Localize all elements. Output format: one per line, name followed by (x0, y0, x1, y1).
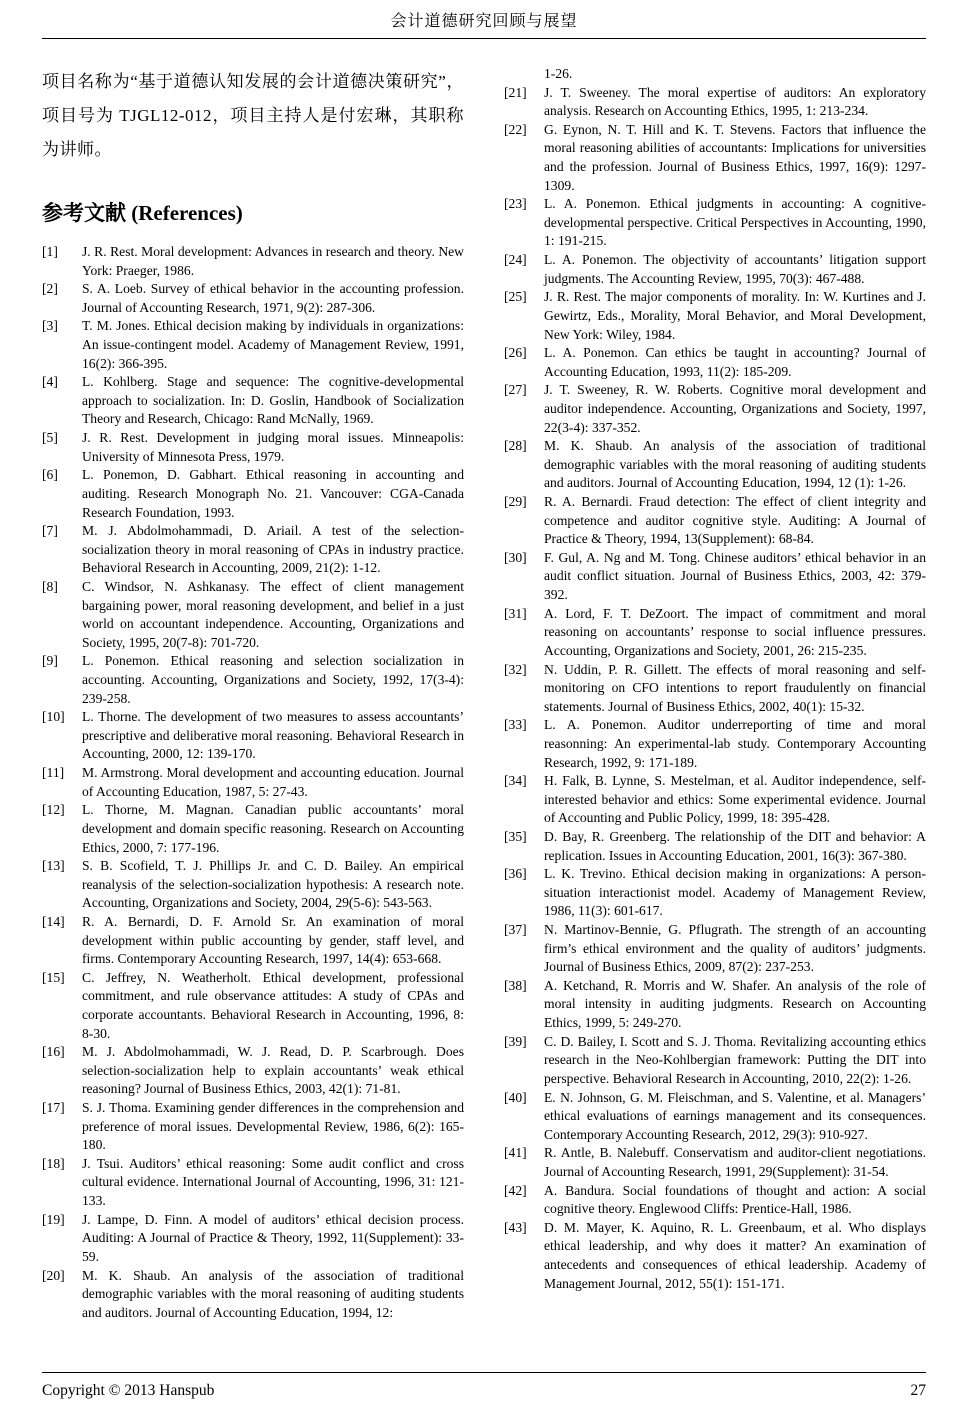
references-list-right (504, 84, 926, 1294)
reference-item (504, 288, 926, 344)
reference-number: [29] (504, 494, 527, 510)
reference-item (504, 661, 926, 717)
reference-item (504, 1144, 926, 1181)
reference-number: [38] (504, 977, 527, 993)
reference-number: [1] (42, 244, 58, 259)
reference-text: D. M. Mayer, K. Aquino, R. L. Greenbaum, et al. Who displays ethical leadership, and why does it matter? An examination of antecedents and consequences of ethical leadership. Academy of Management Journal, 2012, 55(1): 151-171. (544, 1219, 926, 1291)
reference-text: L. A. Ponemon. Can ethics be taught in accounting? Journal of Accounting Education, 1993, 11(2): 185-209. (544, 345, 926, 379)
reference-text: T. M. Jones. Ethical decision making by individuals in organizations: An issue-contingent model. Academy of Management Review, 1991, 16(2): 366-395. (82, 318, 464, 371)
reference-item (504, 121, 926, 195)
reference-text: M. K. Shaub. An analysis of the association of traditional demographic variables with the moral reasoning of auditing students and auditors. Journal of Accounting Education, 1994, 12: (82, 1267, 464, 1320)
reference-item (42, 913, 464, 969)
left-column (42, 65, 464, 1322)
reference-number: [8] (42, 578, 58, 594)
reference-text: H. Falk, B. Lynne, S. Mestelman, et al. Auditor independence, self-interested behavior and ethics: Some experimental evidence. Journal of Accounting and Public Policy, 1999, 18: 395-428. (544, 773, 926, 826)
reference-number: [3] (42, 318, 58, 334)
reference-text: G. Eynon, N. T. Hill and K. T. Stevens. Factors that influence the moral reasoning abilities of accountants: Implications for universities and the profession. Journal of Business Ethics, 1997, 16(9): 1297-1309. (544, 121, 926, 193)
reference-item (504, 251, 926, 288)
reference-item (504, 1033, 926, 1089)
reference-item (42, 522, 464, 578)
reference-item (42, 243, 464, 280)
reference-text: D. Bay, R. Greenberg. The relationship of the DIT and behavior: A replication. Issues in Accounting Education, 2001, 16(3): 367-380. (544, 828, 926, 863)
reference-text: A. Bandura. Social foundations of thought and action: A social cognitive theory. Englewood Cliffs: Prentice-Hall, 1986. (544, 1182, 926, 1217)
reference-text: A. Ketchand, R. Morris and W. Shafer. An analysis of the role of moral intensity in auditing judgments. Research on Accounting Ethics, 1999, 5: 249-270. (544, 977, 926, 1031)
reference-item (504, 977, 926, 1033)
reference-number: [36] (504, 866, 527, 882)
reference-text: J. T. Sweeney, R. W. Roberts. Cognitive moral development and auditor independence. Accounting, Organizations and Society, 1997, 22(3-4): 337-352. (544, 382, 926, 435)
page-footer (42, 1372, 926, 1400)
reference-number: [41] (504, 1145, 527, 1161)
references-heading: 参考文献 (References) (42, 201, 243, 225)
reference-number: [2] (42, 281, 58, 297)
reference-item (42, 1155, 464, 1211)
reference-item (504, 1182, 926, 1219)
reference-text: N. Uddin, P. R. Gillett. The effects of moral reasoning and self-monitoring on CFO intentions to report fraudulently on financial statements. Journal of Business Ethics, 2002, 40(1): 15-32. (544, 661, 926, 714)
reference-text: M. K. Shaub. An analysis of the association of traditional demographic variables with the moral reasoning of auditing students and auditors. Journal of Accounting Education, 1994, 12 (1): 1-26. (544, 438, 926, 491)
reference-item (504, 493, 926, 549)
reference-item (42, 969, 464, 1043)
reference-item (504, 865, 926, 921)
reference-number: [13] (42, 858, 65, 874)
reference-number: [21] (504, 84, 527, 100)
reference-item (42, 1099, 464, 1155)
reference-number: [6] (42, 467, 58, 483)
reference-number: [4] (42, 374, 58, 390)
reference-text: J. R. Rest. Moral development: Advances in research and theory. New York: Praeger, 1986. (82, 244, 464, 278)
reference-text: L. Ponemon. Ethical reasoning and selection socialization in accounting. Accounting, Organizations and Society, 1992, 17(3-4): 239-258. (82, 653, 464, 706)
reference-text: J. Lampe, D. Finn. A model of auditors’ ethical decision process. Auditing: A Journal of Practice & Theory, 1992, 11(Supplement): 33-59. (82, 1211, 464, 1264)
reference-text: L. K. Trevino. Ethical decision making in organizations: A person-situation interactionist model. Academy of Management Review, 1986, 11(3): 601-617. (544, 866, 926, 919)
reference-number: [12] (42, 802, 65, 818)
reference-number: [35] (504, 828, 527, 844)
reference-number: [10] (42, 709, 65, 725)
reference-text: L. A. Ponemon. Ethical judgments in accounting: A cognitive-developmental perspective. Critical Perspectives in Accounting, 1990, 1: 191-215. (544, 196, 926, 249)
reference-text: E. N. Johnson, G. M. Fleischman, and S. Valentine, et al. Managers’ ethical evaluations of earnings management and its consequences. Contemporary Accounting Research, 2012, 29(3): 910-927. (544, 1089, 926, 1142)
reference-item (504, 1089, 926, 1145)
reference-number: [18] (42, 1155, 65, 1171)
reference-text: C. Windsor, N. Ashkanasy. The effect of client management bargaining power, moral reasoning development, and belief in a just world on accountant independence. Accounting, Organizations and Society, 1995, 20(7-8): 701-720. (82, 578, 464, 650)
reference-item (42, 317, 464, 373)
reference-item (504, 549, 926, 605)
reference-number: [9] (42, 653, 58, 669)
reference-item (42, 764, 464, 801)
reference-item (504, 828, 926, 865)
reference-item (504, 921, 926, 977)
reference-item (504, 344, 926, 381)
running-head-title: 会计道德研究回顾与展望 (42, 8, 926, 39)
reference-text: J. R. Rest. Development in judging moral issues. Minneapolis: University of Minnesota Press, 1979. (82, 430, 464, 464)
reference-item (42, 429, 464, 466)
reference-number: [28] (504, 438, 527, 454)
reference-text: J. Tsui. Auditors’ ethical reasoning: Some audit conflict and cross cultural evidence. International Journal of Accounting, 1996, 31: 121-133. (82, 1155, 464, 1209)
reference-number: [42] (504, 1182, 527, 1198)
reference-item (42, 1211, 464, 1267)
reference-number: [5] (42, 430, 58, 446)
reference-number: [25] (504, 289, 527, 305)
reference-item (504, 437, 926, 493)
reference-text: L. A. Ponemon. The objectivity of accountants’ litigation support judgments. The Accounting Review, 1995, 70(3): 467-488. (544, 252, 926, 286)
reference-number: [19] (42, 1211, 65, 1227)
reference-item (42, 1267, 464, 1323)
reference-text: J. T. Sweeney. The moral expertise of auditors: An exploratory analysis. Research on Accounting Ethics, 1995, 1: 213-234. (544, 84, 926, 119)
reference-number: [22] (504, 121, 527, 137)
reference-text: L. A. Ponemon. Auditor underreporting of time and moral reasonning: An experimental-lab study. Contemporary Accounting Research, 1992, 9: 171-189. (544, 717, 926, 770)
reference-text: L. Ponemon, D. Gabhart. Ethical reasoning in accounting and auditing. Research Monograph No. 21. Vancouver: CGA-Canada Research Foundation, 1993. (82, 467, 464, 520)
reference-text: R. A. Bernardi. Fraud detection: The effect of client integrity and competence and auditor cognitive style. Auditing: A Journal of Practice & Theory, 1994, 13(Supplement): 68-84. (544, 494, 926, 547)
two-column-body (42, 65, 926, 1372)
reference-number: [33] (504, 717, 527, 733)
reference-item (42, 578, 464, 652)
reference-number: [14] (42, 913, 65, 929)
reference-number: [37] (504, 922, 527, 938)
reference-number: [11] (42, 765, 65, 781)
reference-item (42, 1043, 464, 1099)
reference-number: [17] (42, 1100, 65, 1116)
reference-continuation-text: 1-26. (544, 66, 573, 81)
reference-item (504, 84, 926, 121)
reference-item (42, 708, 464, 764)
reference-number: [20] (42, 1267, 65, 1283)
reference-item (504, 1219, 926, 1293)
reference-text: S. J. Thoma. Examining gender differences in the comprehension and preference of moral issues. Developmental Review, 1986, 6(2): 165-180. (82, 1100, 464, 1153)
reference-number: [26] (504, 345, 527, 361)
references-list-left (42, 243, 464, 1322)
reference-text: J. R. Rest. The major components of morality. In: W. Kurtines and J. Gewirtz, Eds., Morality, Moral Behavior, and Moral Development, New York: Wiley, 1984. (544, 289, 926, 342)
reference-text: C. D. Bailey, I. Scott and S. J. Thoma. Revitalizing accounting ethics research in the Neo-Kohlbergian framework: Putting the DIT into perspective. Behavioral Research in Accounting, 2010, 22(2): 1-26. (544, 1033, 926, 1086)
reference-text: F. Gul, A. Ng and M. Tong. Chinese auditors’ ethical behavior in an audit conflict situation. Journal of Business Ethics, 2003, 42: 379-392. (544, 549, 926, 603)
reference-number: [39] (504, 1033, 527, 1049)
reference-text: A. Lord, F. T. DeZoort. The impact of commitment and moral reasoning on accountants’ response to social influence pressures. Accounting, Organizations and Society, 2001, 26: 215-235. (544, 605, 926, 658)
reference-text: C. Jeffrey, N. Weatherholt. Ethical development, professional commitment, and rule observance attitudes: A study of CPAs and corporate accountants. Behavioral Research in Accounting, 1996, 8: 8-30. (82, 969, 464, 1041)
reference-item (42, 857, 464, 913)
reference-number: [30] (504, 549, 527, 565)
reference-number: [7] (42, 523, 58, 539)
reference-item (42, 466, 464, 522)
reference-text: L. Kohlberg. Stage and sequence: The cognitive-developmental approach to socialization. In: D. Goslin, Handbook of Socialization Theory and Research, Chicago: Rand McNally, 1969. (82, 374, 464, 427)
reference-number: [34] (504, 773, 527, 789)
reference-number: [32] (504, 661, 527, 677)
reference-text: S. B. Scofield, T. J. Phillips Jr. and C. D. Bailey. An empirical reanalysis of the selection-socialization hypothesis: A research note. Accounting, Organizations and Society, 2004, 29(5-6): 543-563. (82, 858, 464, 911)
footer-copyright: Copyright © 2013 Hanspub (42, 1382, 215, 1399)
reference-item (504, 772, 926, 828)
intro-paragraph: 项目名称为“基于道德认知发展的会计道德决策研究”，项目号为 TJGL12-012，项目主持人是付宏琳，其职称为讲师。 (42, 72, 464, 159)
reference-number: [31] (504, 605, 527, 621)
reference-item (42, 801, 464, 857)
footer-page-number: 27 (910, 1382, 926, 1399)
right-column (504, 65, 926, 1293)
reference-text: L. Thorne, M. Magnan. Canadian public accountants’ moral development and domain specific reasoning. Research on Accounting Ethics, 2000, 7: 177-196. (82, 802, 464, 855)
reference-number: [16] (42, 1044, 65, 1060)
reference-text: R. A. Bernardi, D. F. Arnold Sr. An examination of moral development within public accounting by gender, staff level, and firms. Contemporary Accounting Research, 1997, 14(4): 653-668. (82, 913, 464, 967)
reference-number: [15] (42, 969, 65, 985)
reference-item (42, 652, 464, 708)
reference-number: [40] (504, 1089, 527, 1105)
reference-item (42, 373, 464, 429)
reference-number: [27] (504, 382, 527, 398)
reference-number: [43] (504, 1219, 527, 1235)
reference-number: [24] (504, 252, 527, 268)
reference-text: M. J. Abdolmohammadi, D. Ariail. A test of the selection-socialization theory in moral reasoning of CPAs in industry practice. Behavioral Research in Accounting, 2009, 21(2): 1-12. (82, 523, 464, 576)
reference-item (504, 716, 926, 772)
reference-text: R. Antle, B. Nalebuff. Conservatism and auditor-client negotiations. Journal of Accounting Research, 1991, 29(Supplement): 31-54. (544, 1145, 926, 1179)
reference-text: M. Armstrong. Moral development and accounting education. Journal of Accounting Education, 1987, 5: 27-43. (82, 765, 464, 799)
reference-text: M. J. Abdolmohammadi, W. J. Read, D. P. Scarbrough. Does selection-socialization help to explain accountants’ weak ethical reasoning? Journal of Business Ethics, 2003, 42(1): 71-81. (82, 1044, 464, 1097)
reference-item (504, 381, 926, 437)
reference-text: S. A. Loeb. Survey of ethical behavior in the accounting profession. Journal of Accounting Research, 1971, 9(2): 287-306. (82, 281, 464, 315)
reference-number: [23] (504, 196, 527, 212)
reference-item (504, 605, 926, 661)
reference-item (42, 280, 464, 317)
reference-item (504, 195, 926, 251)
reference-text: L. Thorne. The development of two measures to assess accountants’ prescriptive and deliberative moral reasoning. Behavioral Research in Accounting, 2000, 12: 139-170. (82, 709, 464, 762)
reference-text: N. Martinov-Bennie, G. Pflugrath. The strength of an accounting firm’s ethical environment and the quality of auditors’ judgments. Journal of Business Ethics, 2009, 87(2): 237-253. (544, 922, 926, 975)
